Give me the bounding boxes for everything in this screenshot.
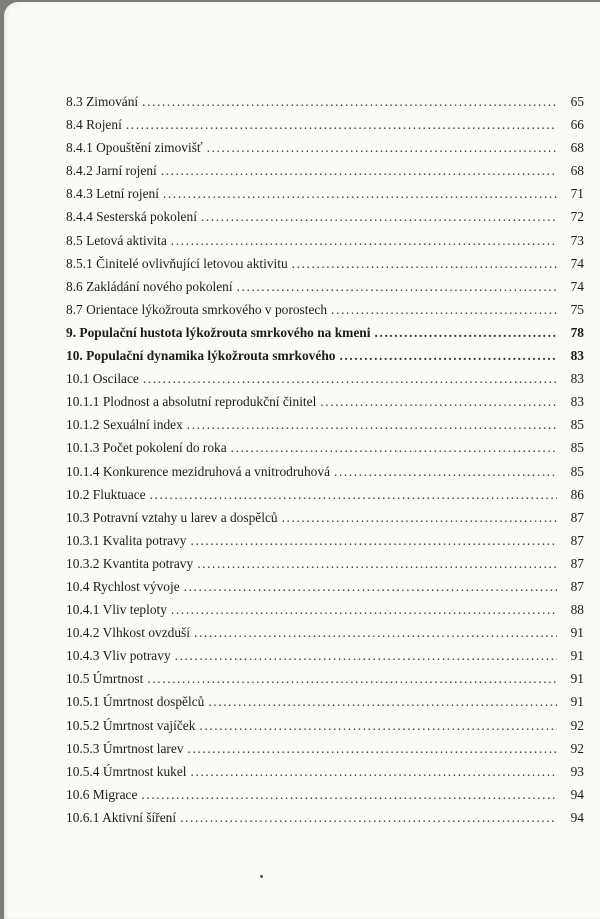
toc-entry-title: 8.4.3 Letní rojení [66, 186, 159, 202]
toc-entry-page-number: 94 [570, 786, 584, 802]
toc-entry-page-number: 92 [570, 717, 584, 733]
toc-entry [66, 598, 584, 621]
toc-entry-title: 10.1.1 Plodnost a absolutní reprodukční činitel [66, 394, 317, 410]
toc-dot-leader [331, 298, 557, 321]
toc-entry-title: 10. Populační dynamika lýkožrouta smrkového [66, 348, 336, 364]
toc-dot-leader [282, 506, 557, 529]
toc-dot-leader [141, 783, 557, 806]
toc-entry [66, 367, 584, 390]
toc-dot-leader [191, 760, 557, 783]
toc-dot-leader [231, 436, 557, 459]
toc-dot-leader [320, 390, 557, 413]
toc-entry-page-number: 85 [570, 417, 584, 433]
toc-dot-leader [207, 136, 557, 159]
toc-entry-title: 8.7 Orientace lýkožrouta smrkového v porostech [66, 301, 328, 317]
toc-dot-leader [194, 621, 557, 644]
toc-dot-leader [208, 690, 557, 713]
toc-entry [66, 275, 584, 298]
toc-entry-page-number: 91 [570, 625, 584, 641]
toc-entry-page-number: 92 [570, 740, 584, 756]
toc-entry-title: 10.1 Oscilace [66, 371, 139, 387]
toc-dot-leader [163, 182, 557, 205]
toc-entry [66, 159, 584, 182]
toc-entry-page-number: 87 [570, 555, 584, 571]
toc-entry [66, 252, 584, 275]
toc-entry-title: 8.4.1 Opouštění zimovišť [66, 140, 203, 156]
toc-entry-page-number: 83 [570, 394, 584, 410]
toc-dot-leader [147, 667, 557, 690]
toc-entry [66, 552, 584, 575]
toc-entry-page-number: 85 [570, 440, 584, 456]
toc-entry [66, 136, 584, 159]
toc-dot-leader [184, 575, 557, 598]
toc-entry [66, 205, 584, 228]
toc-dot-leader [292, 252, 557, 275]
toc-dot-leader [150, 483, 557, 506]
toc-entry-page-number: 85 [570, 463, 584, 479]
toc-entry [66, 436, 584, 459]
toc-entry [66, 506, 584, 529]
toc-entry [66, 737, 584, 760]
toc-entry-page-number: 75 [570, 301, 584, 317]
toc-entry-title: 10.4 Rychlost vývoje [66, 578, 180, 594]
toc-dot-leader [191, 529, 558, 552]
toc-entry-title: 10.6 Migrace [66, 786, 138, 802]
toc-dot-leader [334, 460, 557, 483]
toc-entry-title: 10.1.3 Počet pokolení do roka [66, 440, 227, 456]
toc-entry-page-number: 91 [570, 694, 584, 710]
toc-dot-leader [197, 552, 557, 575]
toc-entry-page-number: 87 [570, 578, 584, 594]
toc-entry [66, 344, 584, 367]
toc-entry-page-number: 83 [570, 348, 584, 364]
toc-entry-page-number: 91 [570, 671, 584, 687]
toc-entry-page-number: 74 [570, 278, 584, 294]
toc-entry [66, 182, 584, 205]
toc-entry-page-number: 71 [570, 186, 584, 202]
toc-entry-title: 10.3.2 Kvantita potravy [66, 555, 194, 571]
toc-entry-page-number: 87 [570, 509, 584, 525]
toc-entry-title: 8.6 Zakládání nového pokolení [66, 278, 233, 294]
toc-entry [66, 321, 584, 344]
toc-entry-title: 8.3 Zimování [66, 94, 139, 109]
toc-entry [66, 621, 584, 644]
toc-entry-page-number: 87 [570, 532, 584, 548]
toc-entry-page-number: 73 [570, 232, 584, 248]
toc-entry [66, 390, 584, 413]
toc-entry [66, 783, 584, 806]
toc-dot-leader [171, 598, 557, 621]
toc-entry-page-number: 83 [570, 371, 584, 387]
toc-dot-leader [142, 90, 557, 113]
toc-dot-leader [199, 714, 557, 737]
toc-entry-title: 8.5.1 Činitelé ovlivňující letovou aktivitu [66, 255, 288, 271]
toc-dot-leader [187, 413, 557, 436]
toc-entry-page-number: 86 [570, 486, 584, 502]
toc-dot-leader [201, 205, 557, 228]
toc-entry [66, 760, 584, 783]
toc-entry-page-number: 72 [570, 209, 584, 225]
table-of-contents [66, 90, 584, 829]
toc-entry [66, 298, 584, 321]
toc-dot-leader [180, 806, 557, 829]
toc-entry [66, 690, 584, 713]
toc-entry-title: 10.6.1 Aktivní šíření [66, 809, 177, 825]
toc-dot-leader [161, 159, 557, 182]
toc-entry-title: 10.5.4 Úmrtnost kukel [66, 763, 187, 779]
toc-entry-title: 10.4.2 Vlhkost ovzduší [66, 625, 190, 641]
toc-dot-leader [126, 113, 557, 136]
toc-entry-page-number: 65 [570, 94, 584, 109]
toc-entry-page-number: 74 [570, 255, 584, 271]
toc-entry-title: 8.4 Rojení [66, 117, 122, 133]
toc-entry [66, 529, 584, 552]
toc-entry-title: 10.5.1 Úmrtnost dospělců [66, 694, 205, 710]
toc-entry-page-number: 93 [570, 763, 584, 779]
toc-entry-title: 10.4.3 Vliv potravy [66, 648, 171, 664]
toc-entry [66, 806, 584, 829]
toc-dot-leader [175, 644, 557, 667]
document-page [4, 2, 600, 919]
toc-entry-page-number: 78 [570, 324, 584, 340]
toc-entry [66, 644, 584, 667]
toc-entry [66, 714, 584, 737]
toc-dot-leader [339, 344, 557, 367]
toc-dot-leader [237, 275, 557, 298]
toc-entry-title: 8.4.2 Jarní rojení [66, 163, 157, 179]
toc-entry-title: 10.5 Úmrtnost [66, 671, 144, 687]
toc-dot-leader [143, 367, 557, 390]
stray-dot-mark [260, 875, 263, 878]
toc-entry-title: 10.5.3 Úmrtnost larev [66, 740, 184, 756]
toc-entry [66, 413, 584, 436]
toc-entry-page-number: 91 [570, 648, 584, 664]
toc-entry [66, 460, 584, 483]
toc-entry [66, 90, 584, 113]
toc-entry-page-number: 68 [570, 163, 584, 179]
toc-entry-title: 8.4.4 Sesterská pokolení [66, 209, 197, 225]
toc-entry [66, 229, 584, 252]
toc-entry-title: 10.1.4 Konkurence mezidruhová a vnitrodruhová [66, 463, 331, 479]
toc-entry-page-number: 88 [570, 602, 584, 618]
toc-entry [66, 483, 584, 506]
toc-dot-leader [171, 229, 557, 252]
toc-entry [66, 667, 584, 690]
toc-entry-title: 8.5 Letová aktivita [66, 232, 167, 248]
toc-entry [66, 575, 584, 598]
toc-entry-title: 9. Populační hustota lýkožrouta smrkového na kmeni [66, 324, 371, 340]
toc-entry-title: 10.3.1 Kvalita potravy [66, 532, 187, 548]
toc-dot-leader [374, 321, 557, 344]
toc-entry-title: 10.1.2 Sexuální index [66, 417, 183, 433]
toc-entry-title: 10.5.2 Úmrtnost vajíček [66, 717, 196, 733]
toc-entry-page-number: 68 [570, 140, 584, 156]
toc-dot-leader [188, 737, 557, 760]
toc-entry-title: 10.4.1 Vliv teploty [66, 602, 167, 618]
toc-entry-title: 10.3 Potravní vztahy u larev a dospělců [66, 509, 278, 525]
toc-entry-page-number: 66 [570, 117, 584, 133]
toc-entry-page-number: 94 [570, 809, 584, 825]
toc-entry-title: 10.2 Fluktuace [66, 486, 146, 502]
toc-entry [66, 113, 584, 136]
